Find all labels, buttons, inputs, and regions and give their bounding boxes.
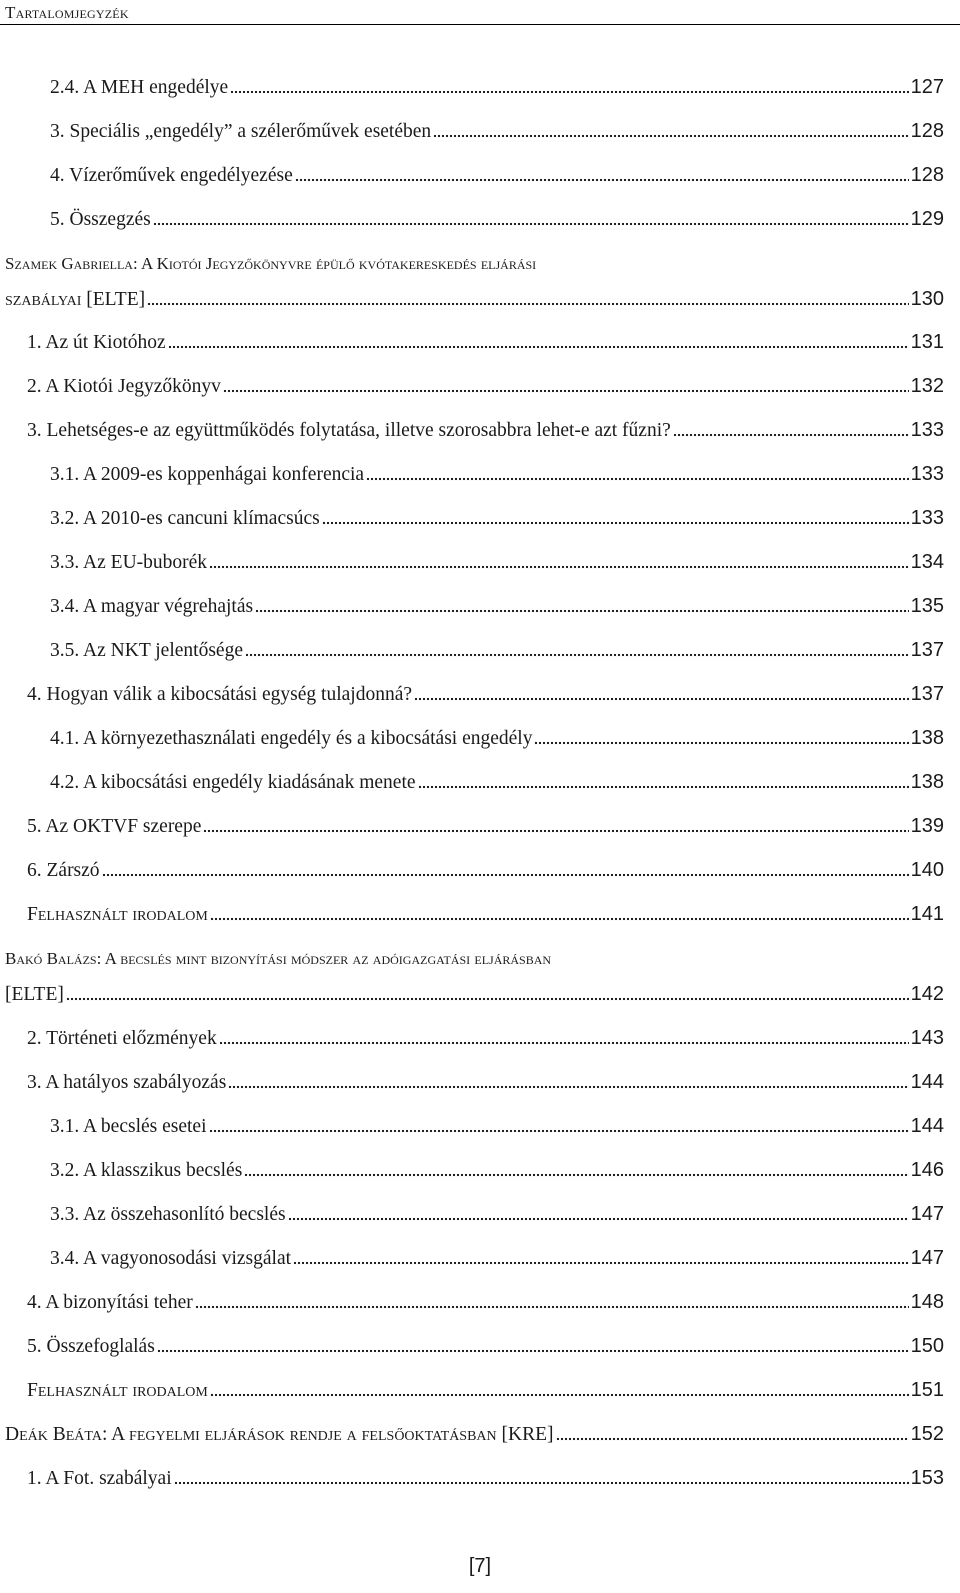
- toc-entry-title: 3.4. A vagyonosodási vizsgálat: [50, 1248, 292, 1269]
- dot-leader: [418, 782, 909, 789]
- dot-leader: [102, 870, 909, 877]
- toc-entry[interactable]: [27, 855, 944, 885]
- toc-entry-page: 134: [910, 551, 944, 573]
- dot-leader: [255, 606, 909, 613]
- dot-leader: [534, 738, 908, 745]
- toc-entry-page: 127: [910, 76, 944, 98]
- dot-leader: [209, 1126, 909, 1133]
- running-header: Tartalomjegyzék: [5, 3, 129, 22]
- toc-entry-title: 5. Összegzés: [50, 209, 151, 230]
- toc-entry-title: 3.2. A 2010-es cancuni klímacsúcs: [50, 508, 320, 529]
- dot-leader: [147, 299, 909, 306]
- toc-entry-page: 140: [910, 859, 944, 881]
- page-number: [7]: [468, 1555, 492, 1577]
- dot-leader: [210, 914, 909, 921]
- dot-leader: [153, 219, 909, 226]
- toc-entry[interactable]: [50, 160, 944, 190]
- toc-entry[interactable]: [50, 723, 944, 753]
- dot-leader: [295, 175, 909, 182]
- toc-entry-page: 143: [910, 1027, 944, 1049]
- toc-entry-page: 130: [910, 288, 944, 310]
- toc-entry-title: Felhasznált irodalom: [27, 1380, 208, 1401]
- toc-entry-page: 128: [910, 120, 944, 142]
- toc-entry-page: 133: [910, 463, 944, 485]
- dot-leader: [673, 430, 909, 437]
- dot-leader: [174, 1478, 909, 1485]
- toc-entry[interactable]: [50, 1155, 944, 1185]
- toc-entry-page: 137: [910, 683, 944, 705]
- toc-entry-title: 5. Összefoglalás: [27, 1336, 155, 1357]
- toc-entry-title: 4.2. A kibocsátási engedély kiadásának menete: [50, 772, 416, 793]
- toc-entry-page: 153: [910, 1467, 944, 1489]
- toc-entry-title: 4. A bizonyítási teher: [27, 1292, 193, 1313]
- toc-entry[interactable]: [27, 1331, 944, 1361]
- toc-entry[interactable]: [50, 459, 944, 489]
- toc-entry-title: szabályai [ELTE]: [5, 289, 146, 310]
- dot-leader: [195, 1302, 909, 1309]
- toc-entry-title: 3.1. A 2009-es koppenhágai konferencia: [50, 464, 365, 485]
- toc-entry-title: Deák Beáta: A fegyelmi eljárások rendje a felsőoktatásban [KRE]: [5, 1424, 554, 1445]
- toc-entry-page: 138: [910, 771, 944, 793]
- toc-entry-title: 3.1. A becslés esetei: [50, 1116, 207, 1137]
- dot-leader: [219, 1038, 909, 1045]
- toc-entry[interactable]: [27, 1463, 944, 1493]
- toc-entry[interactable]: [50, 503, 944, 533]
- toc-entry-page: 135: [910, 595, 944, 617]
- toc-chapter-heading-line: Szamek Gabriella: A Kiotói Jegyzőkönyvre épülő kvótakereskedés eljárási: [5, 254, 537, 273]
- toc-entry[interactable]: [27, 1375, 944, 1405]
- toc-entry-page: 144: [910, 1115, 944, 1137]
- toc-entry-page: 146: [910, 1159, 944, 1181]
- toc-entry[interactable]: [27, 679, 944, 709]
- header-rule: [0, 24, 960, 25]
- toc-entry-page: 144: [910, 1071, 944, 1093]
- toc-entry[interactable]: [50, 72, 944, 102]
- toc-entry[interactable]: [50, 591, 944, 621]
- toc-entry-title: 3.5. Az NKT jelentősége: [50, 640, 243, 661]
- toc-entry-page: 133: [910, 419, 944, 441]
- dot-leader: [293, 1258, 909, 1265]
- toc-entry-title: 3.4. A magyar végrehajtás: [50, 596, 254, 617]
- toc-entry-page: 147: [910, 1247, 944, 1269]
- toc-entry-title: 3.3. Az összehasonlító becslés: [50, 1204, 286, 1225]
- toc-entry-title: 1. A Fot. szabályai: [27, 1468, 172, 1489]
- toc-entry[interactable]: [50, 635, 944, 665]
- dot-leader: [228, 1082, 908, 1089]
- toc-entry-page: 133: [910, 507, 944, 529]
- toc-entry-title: 5. Az OKTVF szerepe: [27, 816, 202, 837]
- toc-entry-title: 3.3. Az EU-buborék: [50, 552, 208, 573]
- toc-entry-title: 3.2. A klasszikus becslés: [50, 1160, 243, 1181]
- toc-entry[interactable]: [27, 327, 944, 357]
- toc-entry[interactable]: [50, 1243, 944, 1273]
- dot-leader: [210, 1390, 909, 1397]
- toc-entry-title: Felhasznált irodalom: [27, 904, 208, 925]
- toc-entry-page: 141: [910, 903, 944, 925]
- toc-entry-page: 148: [910, 1291, 944, 1313]
- toc-entry-page: 152: [910, 1423, 944, 1445]
- dot-leader: [244, 1170, 908, 1177]
- toc-entry[interactable]: [5, 1419, 944, 1449]
- toc-entry-title: 4. Hogyan válik a kibocsátási egység tulajdonná?: [27, 684, 413, 705]
- toc-entry-page: 138: [910, 727, 944, 749]
- toc-entry[interactable]: [27, 899, 944, 929]
- dot-leader: [288, 1214, 909, 1221]
- dot-leader: [366, 474, 909, 481]
- toc-entry-page: 137: [910, 639, 944, 661]
- toc-entry-title: 3. Lehetséges-e az együttműködés folytatása, illetve szorosabbra lehet-e azt fűzni?: [27, 420, 671, 441]
- toc-entry-title: 2. Történeti előzmények: [27, 1028, 217, 1049]
- toc-entry[interactable]: [5, 284, 944, 314]
- toc-entry[interactable]: [50, 1199, 944, 1229]
- toc-entry-page: 147: [910, 1203, 944, 1225]
- dot-leader: [203, 826, 908, 833]
- dot-leader: [230, 87, 908, 94]
- dot-leader: [414, 694, 909, 701]
- toc-chapter-heading-line: Bakó Balázs: A becslés mint bizonyítási módszer az adóigazgatási eljárásban: [5, 949, 552, 968]
- toc-entry-title: [ELTE]: [5, 984, 64, 1005]
- toc-entry[interactable]: [5, 979, 944, 1009]
- toc-entry-title: 3. Speciális „engedély” a szélerőművek esetében: [50, 121, 432, 142]
- dot-leader: [157, 1346, 909, 1353]
- toc-entry-page: 129: [910, 208, 944, 230]
- toc-entry-page: 139: [910, 815, 944, 837]
- toc-entry[interactable]: [27, 1023, 944, 1053]
- dot-leader: [245, 650, 909, 657]
- dot-leader: [209, 562, 909, 569]
- dot-leader: [223, 386, 909, 393]
- toc-entry[interactable]: [27, 1067, 944, 1097]
- toc-entry[interactable]: [27, 811, 944, 841]
- toc-entry-title: 1. Az út Kiotóhoz: [27, 332, 166, 353]
- toc-entry[interactable]: [50, 204, 944, 234]
- toc-entry[interactable]: [27, 1287, 944, 1317]
- dot-leader: [433, 131, 908, 138]
- toc-entry[interactable]: [50, 767, 944, 797]
- toc-entry-title: 6. Zárszó: [27, 860, 100, 881]
- toc-entry-page: 142: [910, 983, 944, 1005]
- toc-entry-title: 3. A hatályos szabályozás: [27, 1072, 227, 1093]
- dot-leader: [556, 1434, 909, 1441]
- toc-entry[interactable]: [27, 371, 944, 401]
- toc-entry-page: 151: [910, 1379, 944, 1401]
- toc-entry-page: 128: [910, 164, 944, 186]
- toc-entry[interactable]: [27, 415, 944, 445]
- dot-leader: [66, 994, 909, 1001]
- toc-entry-title: 4.1. A környezethasználati engedély és a kibocsátási engedély: [50, 728, 533, 749]
- toc-entry-title: 2.4. A MEH engedélye: [50, 77, 229, 98]
- toc-entry-title: 4. Vízerőművek engedélyezése: [50, 165, 293, 186]
- toc-entry-title: 2. A Kiotói Jegyzőkönyv: [27, 376, 221, 397]
- toc-entry[interactable]: [50, 1111, 944, 1141]
- toc-entry-page: 131: [910, 331, 944, 353]
- toc-entry-page: 132: [910, 375, 944, 397]
- toc-entry[interactable]: [50, 547, 944, 577]
- dot-leader: [168, 342, 909, 349]
- dot-leader: [322, 518, 909, 525]
- toc-entry-page: 150: [910, 1335, 944, 1357]
- toc-entry[interactable]: [50, 116, 944, 146]
